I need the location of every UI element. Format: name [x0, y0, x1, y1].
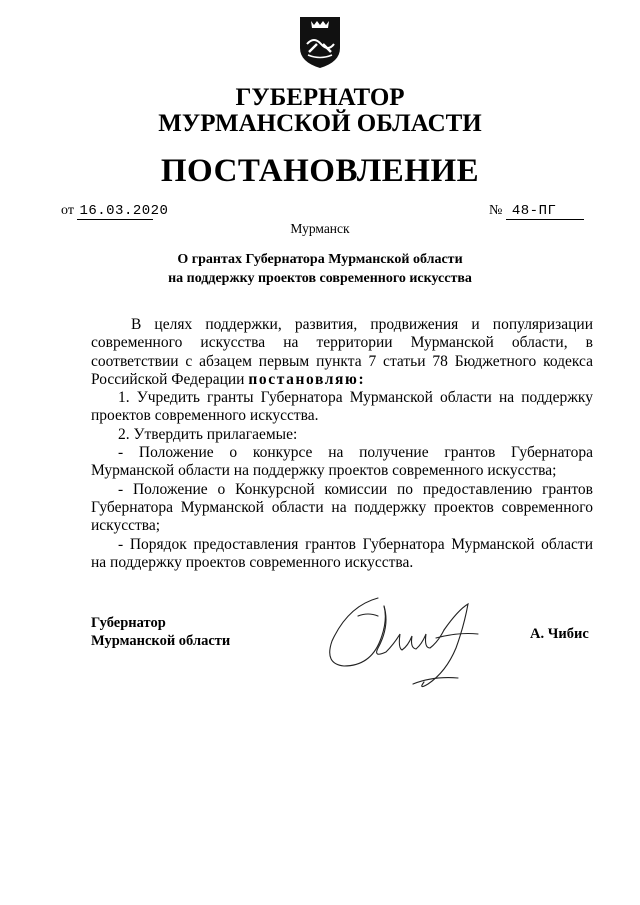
document-body	[91, 316, 593, 572]
document-subject	[0, 250, 640, 288]
subject-line1: О грантах Губернатора Мурманской области	[177, 252, 463, 267]
handwritten-signature	[318, 586, 488, 696]
signatory-position	[91, 614, 230, 650]
date-block	[61, 203, 169, 220]
signatory-name: А. Чибис	[530, 626, 589, 642]
position-line1: Губернатор	[91, 615, 166, 631]
bullet-3: - Порядок предоставления грантов Губернатора Мурманской области на поддержку проектов современного искусства.	[91, 535, 593, 571]
item-2: 2. Утвердить прилагаемые:	[118, 425, 298, 443]
number-value: 48-ПГ	[506, 204, 584, 220]
item-1: 1. Учредить гранты Губернатора Мурманской области на поддержку проектов современного искусства.	[91, 389, 593, 425]
resolve-word: постановляю:	[248, 370, 366, 388]
number-prefix: №	[489, 203, 503, 218]
bullet-1: - Положение о конкурсе на получение грантов Губернатора Мурманской области на поддержку проектов современного искусства;	[91, 444, 593, 480]
city: Мурманск	[290, 221, 350, 236]
position-line2: Мурманской области	[91, 633, 231, 649]
bullet-2: - Положение о Конкурсной комиссии по предоставлению грантов Губернатора Мурманской области на поддержку проектов современного искусства;	[91, 480, 593, 535]
coat-of-arms-icon	[297, 14, 343, 70]
authority-line2: МУРМАНСКОЙ ОБЛАСТИ	[158, 110, 482, 137]
number-block	[489, 203, 584, 220]
authority-line1: ГУБЕРНАТОР	[235, 84, 405, 111]
preamble-text: В целях поддержки, развития, продвижения и популяризации современного искусства на территории Мурманской области, в соответствии с абзацем первым пункта 7 статьи 78 Бюджетного кодекса Российской Федерации	[91, 316, 593, 388]
date-value: 16.03.2020	[79, 203, 169, 219]
subject-line2: на поддержку проектов современного искусства	[168, 271, 472, 286]
date-prefix: от	[61, 203, 74, 218]
preamble-paragraph	[91, 316, 593, 389]
document-type-title: ПОСТАНОВЛЕНИЕ	[160, 153, 480, 189]
